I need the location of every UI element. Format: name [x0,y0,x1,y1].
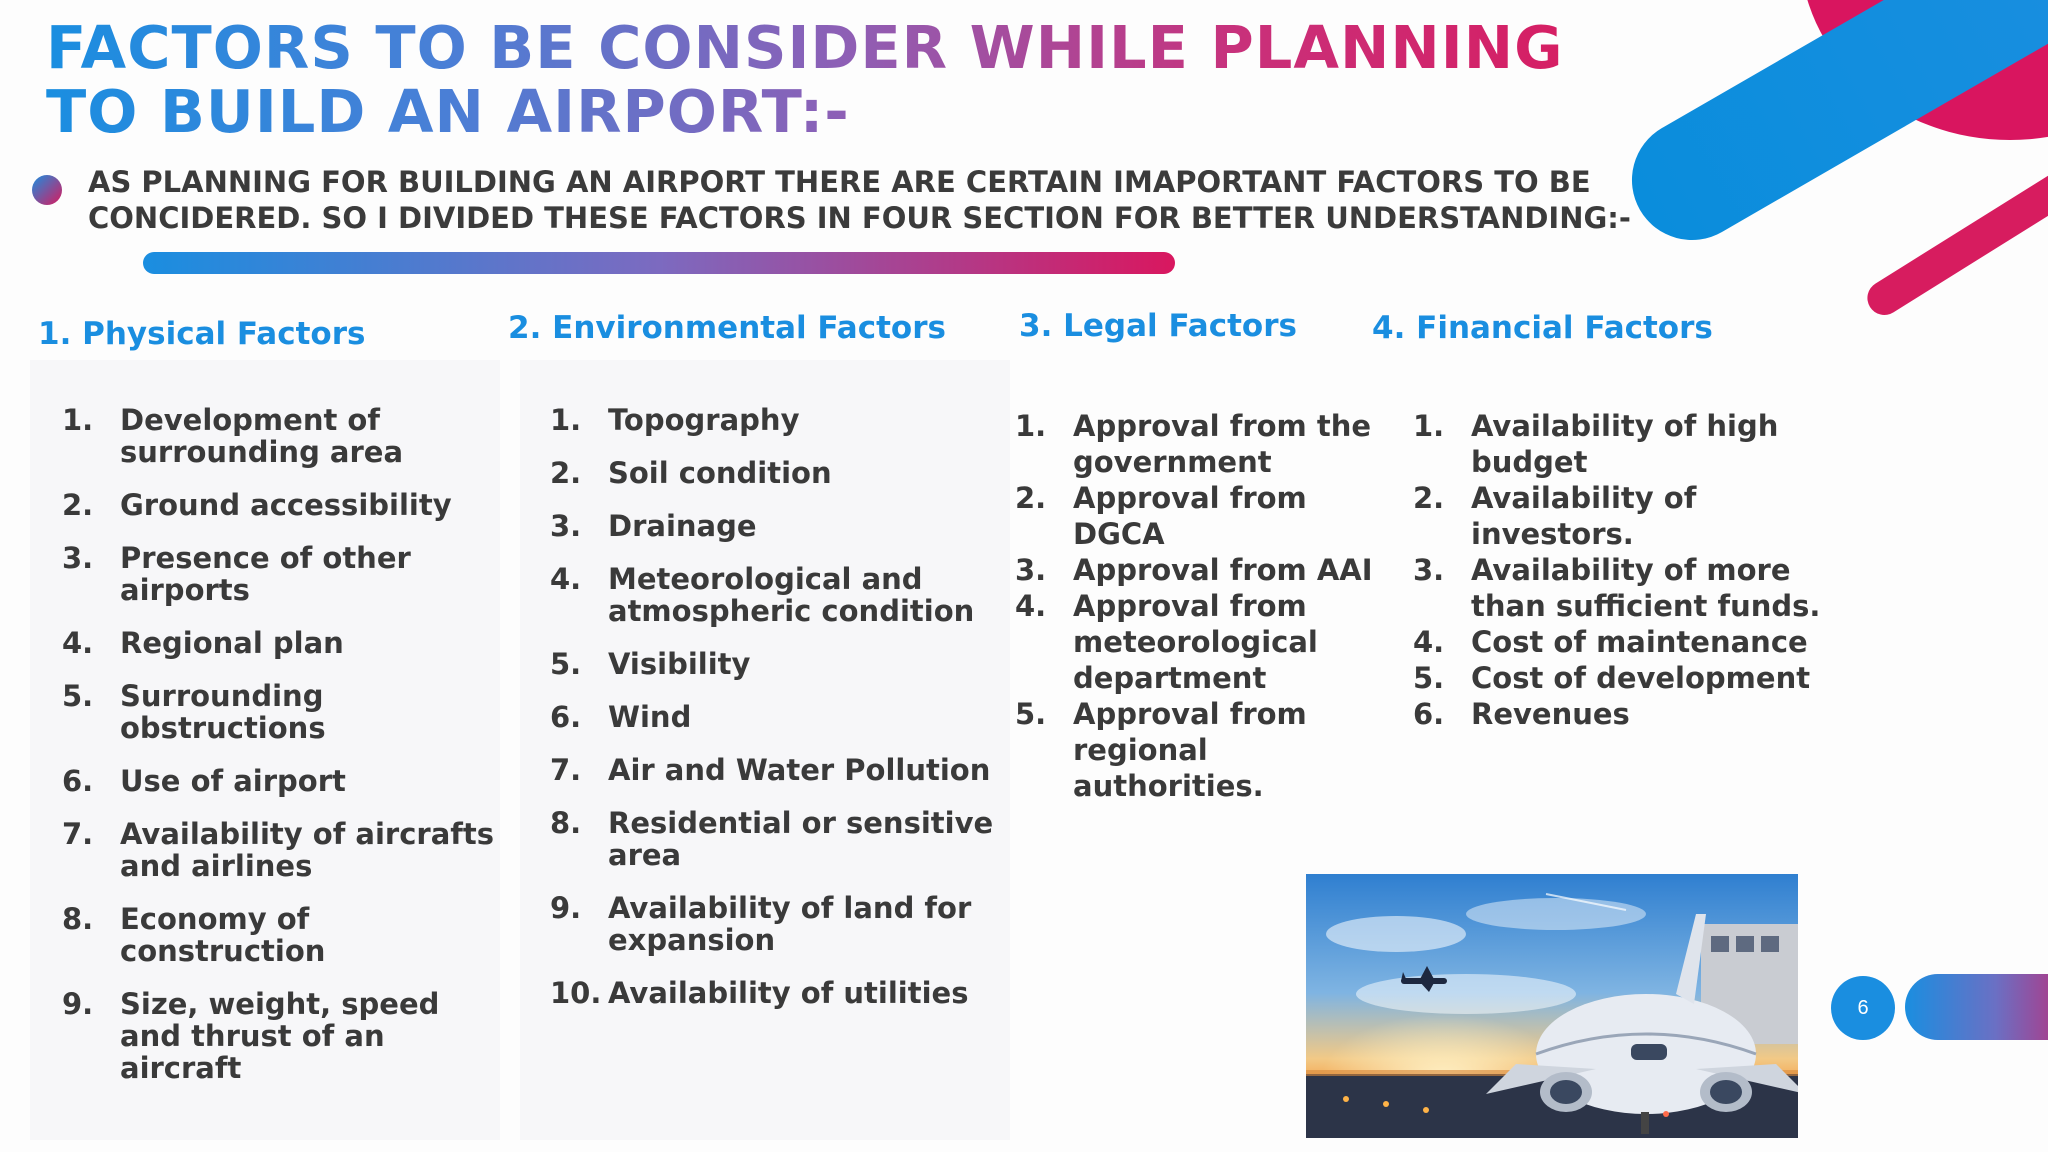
airplane-at-gate-icon [1306,874,1798,1138]
list-item: 9. Size, weight, speed and thrust of an aircraft [62,987,440,1085]
title-line-2: TO BUILD AN AIRPORT:- [46,77,850,146]
intro-bullet-icon [32,175,62,205]
intro-paragraph [88,164,1728,236]
decorative-pill [1905,974,2048,1040]
list-item: 7. Availability of aircrafts and airlines [62,817,495,883]
list-item: 3. Drainage [550,509,757,543]
section-heading: 2. Environmental Factors [508,310,946,346]
section-list [1413,408,1843,732]
section-list [62,404,502,1105]
section-list [550,404,1010,1030]
list-item: 6. Wind [550,700,692,734]
intro-line-1: AS PLANNING FOR BUILDING AN AIRPORT THERE ARE CERTAIN IMAPORTANT FACTORS TO BE [88,165,1591,199]
list-item: 5. Approval from regional authorities. [1015,697,1307,803]
list-item: 5. Surrounding obstructions [62,679,326,745]
list-item: 2. Ground accessibility [62,488,452,522]
section-heading: 3. Legal Factors [1019,308,1297,344]
list-item: 5. Visibility [550,647,751,681]
list-item: 6. Revenues [1413,697,1630,731]
list-item: 4. Approval from meteorological department [1015,589,1318,695]
list-item: 1. Availability of high budget [1413,409,1779,479]
section-list [1015,408,1385,804]
section-heading: 1. Physical Factors [38,316,366,352]
list-item: 8. Economy of construction [62,902,326,968]
list-item: 4. Regional plan [62,626,344,660]
airplane-photo [1306,874,1798,1138]
list-item: 3. Presence of other airports [62,541,411,607]
page-number: 6 [1831,976,1895,1040]
section-heading: 4. Financial Factors [1372,310,1713,346]
list-item: 2. Approval from DGCA [1015,481,1307,551]
list-item: 8. Residential or sensitive area [550,806,994,872]
list-item: 1. Approval from the government [1015,409,1372,479]
intro-line-2: CONCIDERED. SO I DIVIDED THESE FACTORS IN FOUR SECTION FOR BETTER UNDERSTANDING:- [88,201,1631,235]
list-item: 5. Cost of development [1413,661,1811,695]
title-line-1: FACTORS TO BE CONSIDER WHILE PLANNING [46,13,1564,82]
list-item: 6. Use of airport [62,764,346,798]
list-item: 10. Availability of utilities [550,976,969,1010]
list-item: 2. Availability of investors. [1413,481,1697,551]
list-item: 2. Soil condition [550,456,832,490]
list-item: 4. Cost of maintenance [1413,625,1808,659]
title-underline-bar [143,252,1175,274]
list-item: 1. Development of surrounding area [62,403,404,469]
decorative-pink-bar [1861,123,2048,321]
slide-title [46,13,1646,146]
list-item: 3. Approval from AAI [1015,553,1373,587]
list-item: 7. Air and Water Pollution [550,753,991,787]
list-item: 1. Topography [550,403,800,437]
list-item: 3. Availability of more than sufficient funds. [1413,553,1821,623]
list-item: 9. Availability of land for expansion [550,891,972,957]
list-item: 4. Meteorological and atmospheric condition [550,562,975,628]
